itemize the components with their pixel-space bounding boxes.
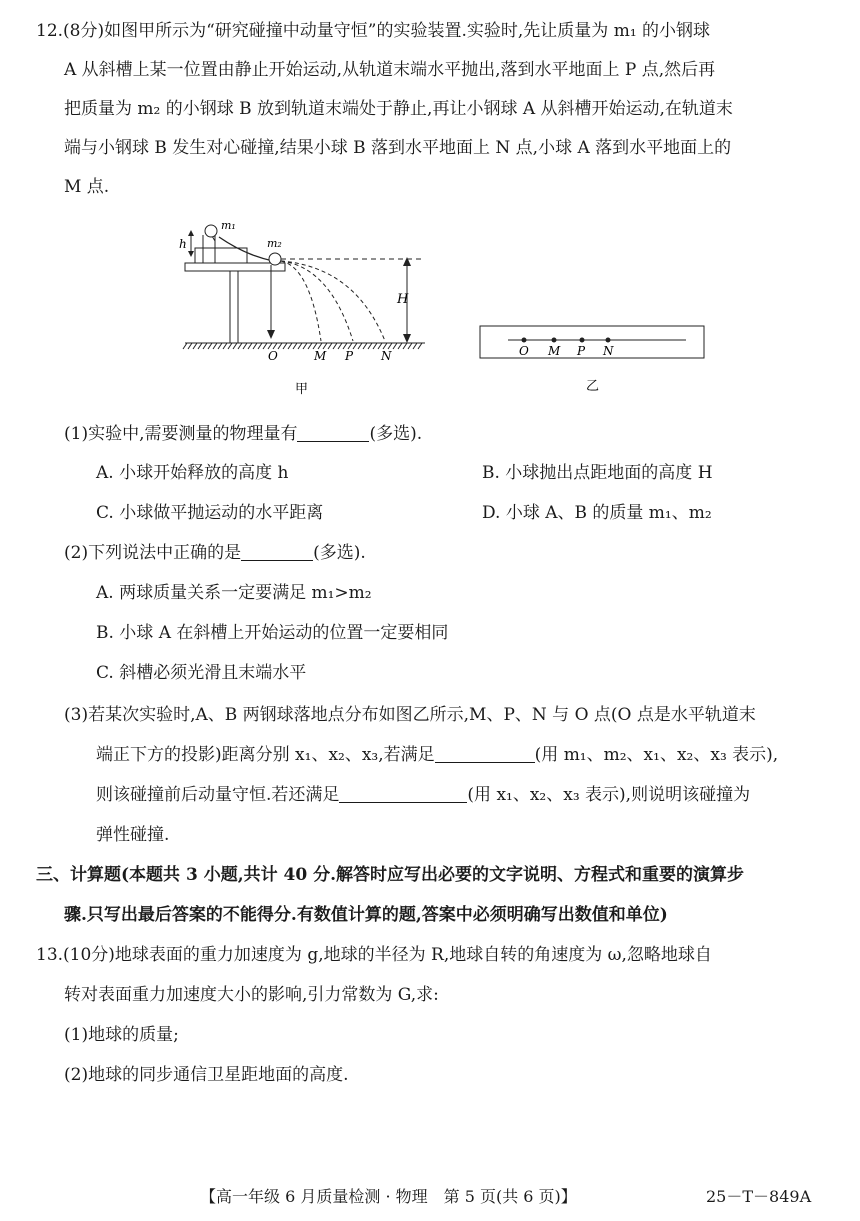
hatch-mark xyxy=(413,343,417,349)
label-N: N xyxy=(381,349,392,363)
q12-line-4: 端与小钢球 B 发生对心碰撞,结果小球 B 落到水平地面上 N 点,小球 A 落到水平地面上的 xyxy=(64,138,732,158)
q12-part1-option-d: D. 小球 A、B 的质量 m₁、m₂ xyxy=(482,503,712,523)
hatch-mark xyxy=(183,343,187,349)
q12-part3-line-3 xyxy=(96,784,750,806)
hatch-mark xyxy=(308,343,312,349)
hatch-mark xyxy=(198,343,202,349)
hatch-mark xyxy=(353,343,357,349)
q12-part2-stem: (2)下列说法中正确的是 xyxy=(64,543,242,563)
q12-part2-suffix: (多选). xyxy=(313,543,366,563)
caption-yi: 乙 xyxy=(586,379,600,394)
q13-line-1: 13.(10分)地球表面的重力加速度为 g,地球的半径为 R,地球自转的角速度为 ω,忽略地球自 xyxy=(36,945,712,965)
hatch-mark xyxy=(398,343,402,349)
hatch-mark xyxy=(288,343,292,349)
hatch-mark xyxy=(418,343,422,349)
q12-part1-option-a: A. 小球开始释放的高度 h xyxy=(96,463,289,483)
q13-line-2: 转对表面重力加速度大小的影响,引力常数为 G,求: xyxy=(64,985,439,1005)
hatch-mark xyxy=(233,343,237,349)
q12-part1-stem: (1)实验中,需要测量的物理量有 xyxy=(64,424,298,444)
q12-part3-blank-1[interactable] xyxy=(435,744,535,763)
hatch-mark xyxy=(278,343,282,349)
label-H: H xyxy=(397,292,409,307)
q12-part2-blank[interactable] xyxy=(241,542,313,561)
hatch-mark xyxy=(218,343,222,349)
label-M-b: M xyxy=(548,344,561,358)
label-O: O xyxy=(268,349,278,363)
label-m1: m₁ xyxy=(221,219,236,232)
label-O-b: O xyxy=(519,344,529,358)
hatch-mark xyxy=(203,343,207,349)
hatch-mark xyxy=(403,343,407,349)
q12-part2-option-b: B. 小球 A 在斜槽上开始运动的位置一定要相同 xyxy=(96,623,449,643)
hatch-mark xyxy=(358,343,362,349)
q12-part3-line2-pre: 端正下方的投影)距离分别 x₁、x₂、x₃,若满足 xyxy=(96,745,435,765)
q12-part3-line3-pre: 则该碰撞前后动量守恒.若还满足 xyxy=(96,785,340,805)
dot-M xyxy=(552,338,557,343)
section-3-heading-line-1: 三、计算题(本题共 3 小题,共计 40 分.解答时应写出必要的文字说明、方程式和重要的演算步 xyxy=(36,865,745,885)
hatch-mark xyxy=(328,343,332,349)
q13-part1: (1)地球的质量; xyxy=(64,1025,179,1045)
hatch-mark xyxy=(293,343,297,349)
hatch-mark xyxy=(338,343,342,349)
q12-part3-line3-post: (用 x₁、x₂、x₃ 表示),则说明该碰撞为 xyxy=(467,785,751,805)
page-code: 25－T－849A xyxy=(706,1187,812,1206)
hatch-mark xyxy=(253,343,257,349)
q12-part3-line-1: (3)若某次实验时,A、B 两钢球落地点分布如图乙所示,M、P、N 与 O 点(O 点是水平轨道末 xyxy=(64,705,756,725)
hatch-mark xyxy=(263,343,267,349)
q12-part1-suffix: (多选). xyxy=(369,424,423,444)
table-top xyxy=(185,263,285,271)
q12-part3-line2-post: (用 m₁、m₂、x₁、x₂、x₃ 表示), xyxy=(534,745,779,765)
label-P: P xyxy=(345,349,354,363)
hatch-mark xyxy=(223,343,227,349)
dot-P xyxy=(580,338,585,343)
q12-part3-blank-2[interactable] xyxy=(339,784,467,803)
q13-part2: (2)地球的同步通信卫星距地面的高度. xyxy=(64,1065,349,1085)
q12-part3-line-2 xyxy=(96,744,778,766)
page-footer: 【高一年级 6 月质量检测 · 物理 第 5 页(共 6 页)】 xyxy=(200,1187,577,1206)
dot-O xyxy=(522,338,527,343)
hatch-mark xyxy=(243,343,247,349)
label-m2: m₂ xyxy=(267,237,282,250)
figure-b-landing-points xyxy=(478,318,708,398)
table-leg xyxy=(230,271,238,343)
q12-part1-option-b: B. 小球抛出点距地面的高度 H xyxy=(482,463,713,483)
hatch-mark xyxy=(393,343,397,349)
caption-jia: 甲 xyxy=(295,382,309,397)
q12-part2 xyxy=(64,542,366,564)
section-3-heading-line-2: 骤.只写出最后答案的不能得分.有数值计算的题,答案中必须明确写出数值和单位) xyxy=(64,905,668,925)
trajectory-m xyxy=(281,261,321,341)
q12-part2-option-c: C. 斜槽必须光滑且末端水平 xyxy=(96,663,307,683)
figure-a-apparatus xyxy=(175,215,435,400)
dot-N xyxy=(606,338,611,343)
hatch-mark xyxy=(258,343,262,349)
q12-part3-line-4: 弹性碰撞. xyxy=(96,825,170,845)
hatch-mark xyxy=(228,343,232,349)
hatch-mark xyxy=(333,343,337,349)
q12-line-3: 把质量为 m₂ 的小钢球 B 放到轨道末端处于静止,再让小钢球 A 从斜槽开始运动,在轨道末 xyxy=(64,99,733,119)
ball-m2 xyxy=(269,253,281,265)
ball-m1 xyxy=(205,225,217,237)
hatch-mark xyxy=(208,343,212,349)
hatch-mark xyxy=(238,343,242,349)
label-P-b: P xyxy=(577,344,586,358)
hatch-mark xyxy=(248,343,252,349)
q12-line-5: M 点. xyxy=(64,177,110,197)
q12-line-2: A 从斜槽上某一位置由静止开始运动,从轨道末端水平抛出,落到水平地面上 P 点,然后再 xyxy=(64,60,716,80)
q12-part1-blank[interactable] xyxy=(297,423,369,442)
label-h: h xyxy=(179,237,187,251)
label-M: M xyxy=(314,349,327,363)
q12-part2-option-a: A. 两球质量关系一定要满足 m₁>m₂ xyxy=(96,583,372,603)
trajectory-n xyxy=(281,261,385,341)
q12-part1-option-c: C. 小球做平抛运动的水平距离 xyxy=(96,503,324,523)
hatch-mark xyxy=(408,343,412,349)
hatch-mark xyxy=(283,343,287,349)
hatch-mark xyxy=(193,343,197,349)
hatch-mark xyxy=(298,343,302,349)
hatch-mark xyxy=(363,343,367,349)
hatch-mark xyxy=(188,343,192,349)
hatch-mark xyxy=(303,343,307,349)
hatch-mark xyxy=(373,343,377,349)
trajectory-p xyxy=(281,261,353,341)
paper-strip xyxy=(480,326,704,358)
q12-line-1: 12.(8分)如图甲所示为“研究碰撞中动量守恒”的实验装置.实验时,先让质量为 m₁ 的小钢球 xyxy=(36,21,711,41)
hatch-mark xyxy=(213,343,217,349)
label-N-b: N xyxy=(603,344,614,358)
q12-part1 xyxy=(64,423,422,445)
hatch-mark xyxy=(368,343,372,349)
